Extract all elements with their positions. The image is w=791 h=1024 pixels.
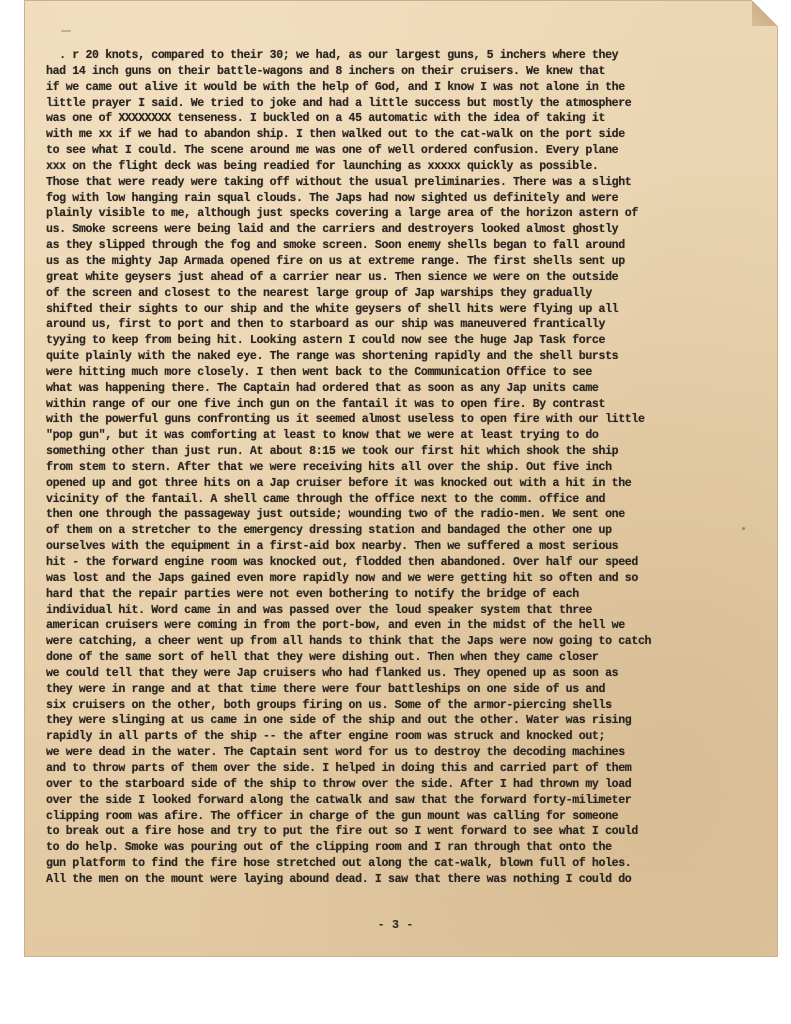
text-line: they were slinging at us came in one side of the ship and out the other. Water was rising bbox=[46, 714, 632, 728]
text-line: they were in range and at that time there were four battleships on one side of us and bbox=[46, 682, 606, 696]
text-line: Those that were ready were taking off without the usual preliminaries. There was a slight bbox=[46, 175, 632, 189]
text-line: us as the mighty Jap Armada opened fire on us at extreme range. The first shells sent up bbox=[46, 254, 625, 268]
text-line: fog with low hanging rain squal clouds. The Japs had now sighted us definitely and were bbox=[46, 191, 619, 205]
text-line: if we came out alive it would be with the help of God, and I know I was not alone in the bbox=[46, 80, 625, 94]
text-line: had 14 inch guns on their battle-wagons and 8 inchers on their cruisers. We knew that bbox=[46, 64, 606, 78]
text-line: vicinity of the fantail. A shell came through the office next to the comm. office and bbox=[46, 492, 606, 506]
text-line: american cruisers were coming in from the port-bow, and even in the midst of the hell we bbox=[46, 619, 625, 633]
page-corner-fold bbox=[752, 0, 778, 26]
text-line: to do help. Smoke was pouring out of the clipping room and I ran through that onto the bbox=[46, 841, 612, 855]
text-line: were hitting much more closely. I then went back to the Communication Office to see bbox=[46, 365, 592, 379]
text-line: as they slipped through the fog and smoke screen. Soon enemy shells began to fall around bbox=[46, 239, 625, 253]
text-line: and to throw parts of them over the side. I helped in doing this and carried part of them bbox=[46, 761, 632, 775]
text-line: ourselves with the equipment in a first-aid box nearby. Then we suffered a most serious bbox=[46, 540, 619, 554]
text-line: rapidly in all parts of the ship -- the after engine room was struck and knocked out; bbox=[46, 730, 606, 744]
text-line: great white geysers just ahead of a carrier near us. Then sience we were on the outside bbox=[46, 270, 619, 284]
text-line: done of the same sort of hell that they were dishing out. Then when they came closer bbox=[46, 651, 599, 665]
text-line: six cruisers on the other, both groups firing on us. Some of the armor-piercing shells bbox=[46, 698, 612, 712]
text-line: around us, first to port and then to starboard as our ship was maneuvered frantically bbox=[46, 318, 606, 332]
typewritten-body-text bbox=[46, 48, 758, 888]
typewritten-page bbox=[24, 0, 778, 957]
text-line: tyying to keep from being hit. Looking astern I could now see the huge Jap Task force bbox=[46, 334, 606, 348]
text-line: we were dead in the water. The Captain sent word for us to destroy the decoding machines bbox=[46, 746, 625, 760]
text-line: individual hit. Word came in and was passed over the loud speaker system that three bbox=[46, 603, 592, 617]
text-line: plainly visible to me, although just specks covering a large area of the horizon astern of bbox=[46, 207, 638, 221]
paper-mark bbox=[61, 30, 71, 32]
text-line: hit - the forward engine room was knocked out, flodded then abandoned. Over half our speed bbox=[46, 556, 638, 569]
text-line: us. Smoke screens were being laid and the carriers and destroyers looked almost ghostly bbox=[46, 223, 619, 237]
text-line: little prayer I said. We tried to joke and had a little success but mostly the atmosphere bbox=[46, 96, 632, 110]
text-line: of them on a stretcher to the emergency dressing station and bandaged the other one up bbox=[46, 524, 612, 538]
text-line: to see what I could. The scene around me was one of well ordered confusion. Every plane bbox=[46, 144, 619, 158]
text-line: was one of XXXXXXXX tenseness. I buckled on a 45 automatic with the idea of taking it bbox=[46, 112, 606, 126]
text-line: over to the starboard side of the ship to throw over the side. After I had thrown my load bbox=[46, 777, 632, 791]
text-line: All the men on the mount were laying abound dead. I saw that there was nothing I could do bbox=[46, 872, 632, 886]
text-line: "pop gun", but it was comforting at least to know that we were at least trying to do bbox=[46, 429, 599, 443]
text-line: gun platform to find the fire hose stretched out along the cat-walk, blown full of holes. bbox=[46, 857, 632, 871]
text-line: from stem to stern. After that we were receiving hits all over the ship. Out five inch bbox=[46, 460, 612, 474]
text-line: with the powerful guns confronting us it seemed almost useless to open fire with our little bbox=[46, 413, 645, 427]
text-line: what was happening there. The Captain had ordered that as soon as any Jap units came bbox=[46, 381, 599, 395]
paper-speck bbox=[742, 527, 745, 530]
text-line: clipping room was afire. The officer in charge of the gun mount was calling for someone bbox=[46, 809, 619, 823]
text-line: . r 20 knots, compared to their 30; we had, as our largest guns, 5 inchers where they bbox=[46, 49, 619, 62]
text-line: we could tell that they were Jap cruisers who had flanked us. They opened up as soon as bbox=[46, 666, 619, 680]
text-line: of the screen and closest to the nearest large group of Jap warships they gradually bbox=[46, 286, 592, 300]
text-line: then one through the passageway just outside; wounding two of the radio-men. We sent one bbox=[46, 508, 625, 522]
text-line: was lost and the Japs gained even more rapidly now and we were getting hit so often and so bbox=[46, 571, 638, 585]
text-line: within range of our one five inch gun on the fantail it was to open fire. By contrast bbox=[46, 397, 606, 411]
page-number: - 3 - bbox=[377, 918, 414, 932]
text-line: opened up and got three hits on a Jap cruiser before it was knocked out with a hit in the bbox=[46, 476, 632, 490]
text-line: xxx on the flight deck was being readied for launching as xxxxx quickly as possible. bbox=[46, 159, 599, 173]
text-line: to break out a fire hose and try to put the fire out so I went forward to see what I could bbox=[46, 825, 638, 839]
text-line: quite plainly with the naked eye. The range was shortening rapidly and the shell bursts bbox=[46, 350, 619, 364]
text-line: shifted their sights to our ship and the white geysers of shell hits were flying up all bbox=[46, 302, 619, 316]
text-line: were catching, a cheer went up from all hands to think that the Japs were now going to catch bbox=[46, 635, 652, 649]
text-line: hard that the repair parties were not even bothering to notify the bridge of each bbox=[46, 587, 579, 601]
text-line: something other than just run. At about 8:15 we took our first hit which shook the ship bbox=[46, 445, 619, 459]
text-line: with me xx if we had to abandon ship. I then walked out to the cat-walk on the port side bbox=[46, 128, 625, 142]
text-line: over the side I looked forward along the catwalk and saw that the forward forty-milimeter bbox=[46, 793, 632, 807]
